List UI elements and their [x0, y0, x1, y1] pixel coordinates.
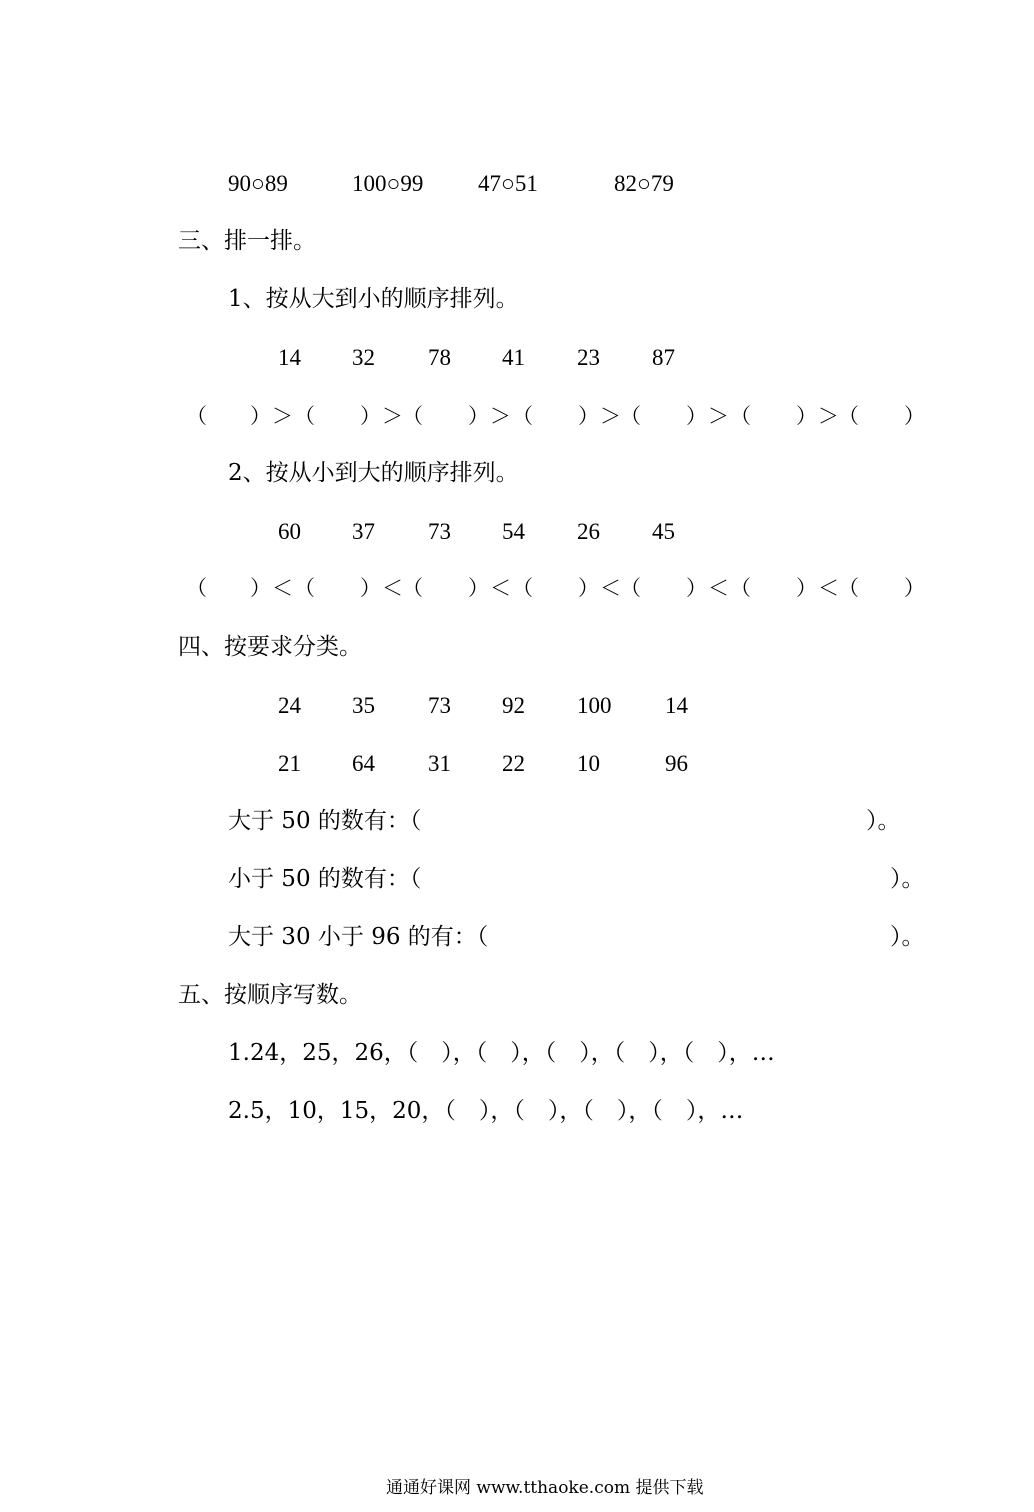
sequence-ellipsis: …: [720, 1098, 744, 1124]
less-than-symbol: ＜: [272, 576, 293, 600]
answer-row: [178, 404, 925, 430]
close-paren: ）: [468, 404, 489, 428]
less-than-symbol: ＜: [818, 576, 839, 600]
greater-than-symbol: ＞: [382, 404, 403, 428]
number-item: 64: [352, 751, 375, 776]
open-paren: （: [838, 404, 859, 428]
close-paren: ）: [578, 404, 599, 428]
close-paren: ）: [578, 576, 599, 600]
footer-text: 通通好课网 www.tthaoke.com 提供下载: [386, 1478, 704, 1498]
classify-end: ）。: [890, 924, 925, 950]
number-item: 60: [278, 519, 301, 544]
close-paren: ）: [686, 576, 707, 600]
number-item: 37: [352, 519, 375, 544]
number-item: 14: [278, 345, 301, 370]
close-paren: ）: [250, 576, 271, 600]
number-item: 32: [352, 345, 375, 370]
sequence-blank: （ ），: [651, 1098, 721, 1124]
sequence-prefix: 2.5，10，15，20，: [228, 1098, 445, 1124]
number-item: 92: [502, 693, 525, 718]
close-paren: ）: [796, 576, 817, 600]
compare-item: 82○79: [614, 171, 674, 196]
number-item: 21: [278, 751, 301, 776]
open-paren: （: [512, 576, 533, 600]
question-label: 2、按从小到大的顺序排列。: [228, 460, 519, 486]
classify-end: ）。: [890, 866, 925, 892]
less-than-symbol: ＜: [382, 576, 403, 600]
number-item: 41: [502, 345, 525, 370]
open-paren: （: [402, 404, 423, 428]
close-paren: ）: [904, 576, 925, 600]
close-paren: ）: [360, 576, 381, 600]
open-paren: （: [620, 576, 641, 600]
sequence-ellipsis: …: [751, 1040, 775, 1066]
sequence-blank: （ ），: [444, 1098, 514, 1124]
classify-end: ）。: [866, 808, 901, 834]
question-label: 1、按从大到小的顺序排列。: [228, 286, 519, 312]
open-paren: （: [838, 576, 859, 600]
number-item: 14: [665, 693, 688, 718]
open-paren: （: [402, 576, 423, 600]
close-paren: ）: [360, 404, 381, 428]
sequence-blank: （ ），: [544, 1040, 614, 1066]
number-item: 73: [428, 693, 451, 718]
number-item: 100: [577, 693, 612, 718]
number-item: 78: [428, 345, 451, 370]
open-paren: （: [730, 404, 751, 428]
compare-item: 100○99: [352, 171, 424, 196]
classify-label: 小于 50 的数有：（: [228, 866, 422, 892]
open-paren: （: [186, 576, 207, 600]
section-heading: 四、按要求分类。: [178, 634, 362, 660]
compare-item: 90○89: [228, 171, 288, 196]
number-item: 73: [428, 519, 451, 544]
classify-label: 大于 30 小于 96 的有：（: [228, 924, 489, 950]
number-item: 45: [652, 519, 675, 544]
sequence-line: [228, 1042, 775, 1065]
greater-than-symbol: ＞: [272, 404, 293, 428]
less-than-symbol: ＜: [708, 576, 729, 600]
sequence-blank: （ ），: [513, 1098, 583, 1124]
classify-label: 大于 50 的数有：（: [228, 808, 422, 834]
number-item: 96: [665, 751, 688, 776]
section-heading: 三、排一排。: [178, 228, 316, 254]
close-paren: ）: [796, 404, 817, 428]
greater-than-symbol: ＞: [490, 404, 511, 428]
less-than-symbol: ＜: [490, 576, 511, 600]
open-paren: （: [620, 404, 641, 428]
greater-than-symbol: ＞: [708, 404, 729, 428]
sequence-line: [228, 1100, 743, 1123]
number-item: 10: [577, 751, 600, 776]
section-heading: 五、按顺序写数。: [178, 982, 362, 1008]
number-item: 31: [428, 751, 451, 776]
open-paren: （: [186, 404, 207, 428]
greater-than-symbol: ＞: [600, 404, 621, 428]
sequence-blank: （ ），: [613, 1040, 683, 1066]
sequence-blank: （ ），: [475, 1040, 545, 1066]
sequence-prefix: 1.24，25，26，: [228, 1040, 407, 1066]
number-item: 87: [652, 345, 675, 370]
greater-than-symbol: ＞: [818, 404, 839, 428]
open-paren: （: [730, 576, 751, 600]
answer-row: [178, 576, 925, 602]
number-item: 35: [352, 693, 375, 718]
number-item: 23: [577, 345, 600, 370]
sequence-blank: （ ），: [682, 1040, 752, 1066]
close-paren: ）: [250, 404, 271, 428]
number-item: 26: [577, 519, 600, 544]
compare-item: 47○51: [478, 171, 538, 196]
close-paren: ）: [686, 404, 707, 428]
number-item: 24: [278, 693, 301, 718]
open-paren: （: [512, 404, 533, 428]
number-item: 22: [502, 751, 525, 776]
number-item: 54: [502, 519, 525, 544]
close-paren: ）: [904, 404, 925, 428]
open-paren: （: [294, 404, 315, 428]
less-than-symbol: ＜: [600, 576, 621, 600]
sequence-blank: （ ），: [582, 1098, 652, 1124]
close-paren: ）: [468, 576, 489, 600]
sequence-blank: （ ），: [406, 1040, 476, 1066]
open-paren: （: [294, 576, 315, 600]
